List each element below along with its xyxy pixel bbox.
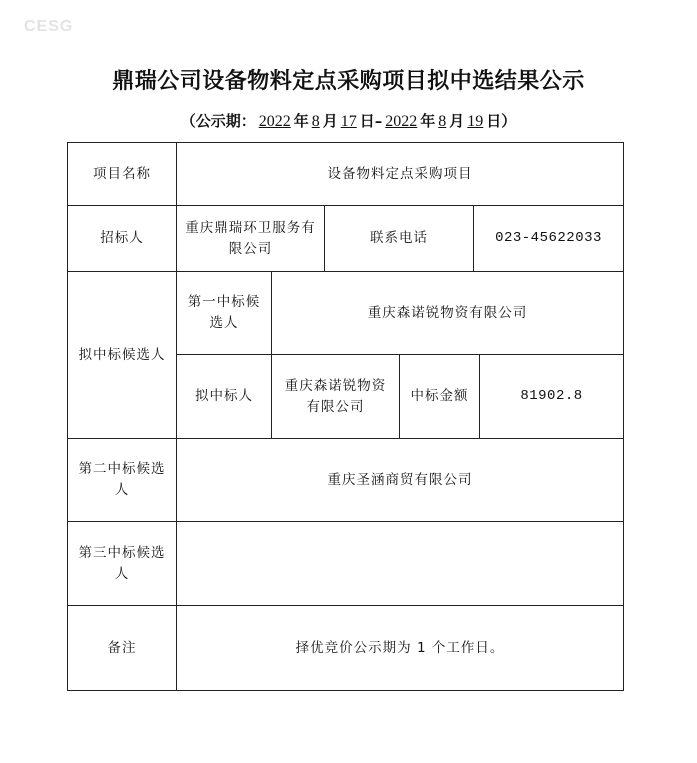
period-year-unit: 年 <box>420 112 436 130</box>
publicity-period <box>0 110 697 131</box>
project-name-label: 项目名称 <box>67 142 177 206</box>
project-name-value: 设备物料定点采购项目 <box>176 142 624 206</box>
period-end-month: 8 <box>438 113 447 130</box>
page-title: 鼎瑞公司设备物料定点采购项目拟中选结果公示 <box>112 68 585 94</box>
phone-label: 联系电话 <box>324 205 474 272</box>
bid-amount-value: 81902.8 <box>479 354 624 439</box>
second-candidate-value: 重庆圣涵商贸有限公司 <box>176 438 624 522</box>
proposed-winner-label: 拟中标人 <box>176 354 272 439</box>
third-candidate-label: 第三中标候选人 <box>67 521 177 606</box>
proposed-candidate-label: 拟中标候选人 <box>67 271 177 439</box>
third-candidate-value <box>176 521 624 606</box>
watermark-logo: CESG <box>24 18 74 35</box>
remarks-value: 择优竞价公示期为 1 个工作日。 <box>176 605 624 691</box>
bid-amount-label: 中标金额 <box>399 354 480 439</box>
period-month-unit: 月 <box>449 112 465 130</box>
period-month-unit: 月 <box>322 112 338 130</box>
remarks-label: 备注 <box>67 605 177 691</box>
period-start-day: 17 <box>340 113 357 130</box>
second-candidate-label: 第二中标候选人 <box>67 438 177 522</box>
first-candidate-value: 重庆森诺锐物资有限公司 <box>271 271 624 355</box>
tenderer-label: 招标人 <box>67 205 177 272</box>
period-start-month: 8 <box>311 113 320 130</box>
period-end-year: 2022 <box>385 113 418 130</box>
period-day-unit: 日 <box>486 112 502 130</box>
phone-value: 023-45622033 <box>473 205 624 272</box>
period-end-day: 19 <box>467 113 484 130</box>
period-suffix: ） <box>501 112 517 130</box>
first-candidate-label: 第一中标候选人 <box>176 271 272 355</box>
period-prefix: （公示期： <box>180 112 256 130</box>
tenderer-value: 重庆鼎瑞环卫服务有限公司 <box>176 205 325 272</box>
period-dash: – <box>374 112 383 130</box>
proposed-winner-value: 重庆森诺锐物资有限公司 <box>271 354 400 439</box>
period-start-year: 2022 <box>258 113 291 130</box>
period-day-unit: 日 <box>359 112 375 130</box>
period-year-unit: 年 <box>293 112 309 130</box>
